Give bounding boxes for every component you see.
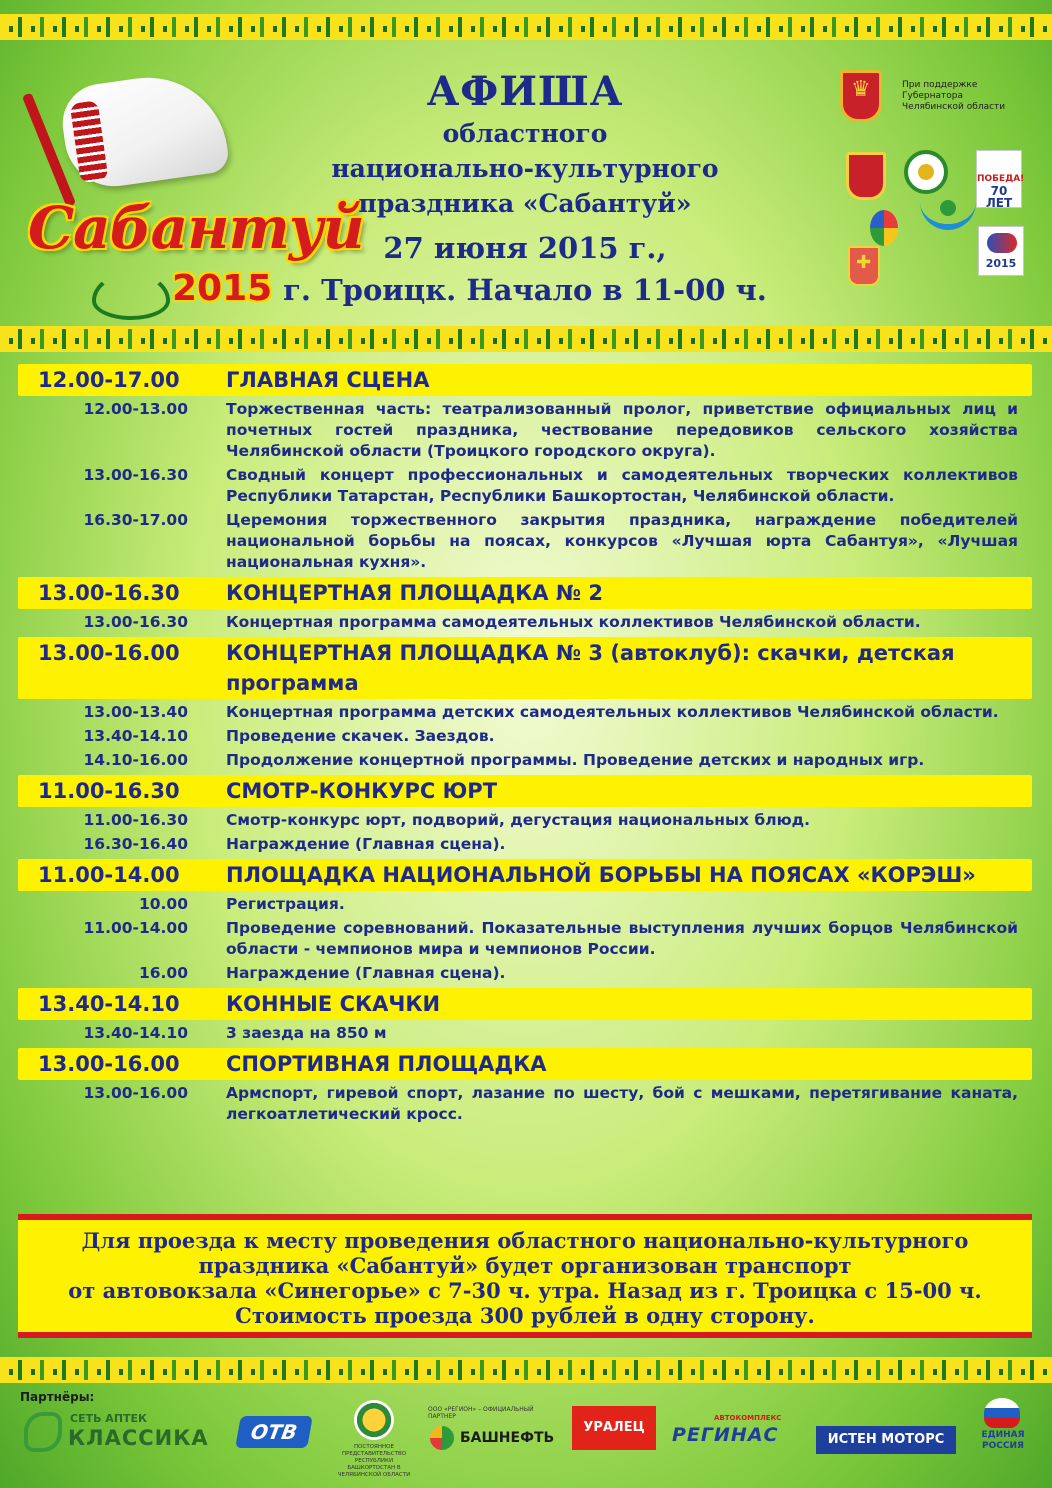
year-2015-badge: 2015 — [978, 226, 1024, 276]
item-time: 12.00-13.00 — [83, 400, 188, 418]
item-description: Продолжение концертной программы. Проведение детских и народных игр. — [226, 751, 925, 769]
region-shield-icon — [846, 152, 886, 200]
section-header — [18, 577, 1032, 609]
troitsk-coat-of-arms-icon — [848, 246, 880, 286]
program-item — [18, 465, 1032, 507]
bashkortostan-caption: ПОСТОЯННОЕ ПРЕДСТАВИТЕЛЬСТВО РЕСПУБЛИКИ БАШКОРТОСТАН В ЧЕЛЯБИНСКОЙ ОБЛАСТИ — [337, 1444, 411, 1478]
poster-title-block — [260, 68, 790, 311]
item-time: 11.00-14.00 — [83, 919, 188, 937]
item-description: Концертная программа детских самодеятельных коллективов Челябинской области. — [226, 703, 999, 721]
section-title: КОННЫЕ СКАЧКИ — [226, 992, 441, 1016]
program-item — [18, 510, 1032, 573]
poster-title: АФИША — [426, 68, 624, 115]
reginas-top-text: АВТОКОМПЛЕКС — [714, 1414, 782, 1422]
item-description: Регистрация. — [226, 895, 345, 913]
program-item — [18, 399, 1032, 462]
bashkortostan-seal-icon — [354, 1400, 394, 1440]
logo-year: 2015 — [172, 268, 273, 309]
logo-leaf-icon — [92, 272, 170, 320]
section-time: 11.00-14.00 — [38, 863, 180, 887]
program-item — [18, 894, 1032, 915]
bashneft-mark-icon — [430, 1426, 454, 1450]
klassika-top-text: СЕТЬ АПТЕК — [70, 1412, 148, 1425]
program-item — [18, 1083, 1032, 1125]
transport-notice — [18, 1214, 1032, 1338]
program-section — [18, 988, 1032, 1044]
partner-isten-motors-logo: ИСТЕН МОТОРС — [816, 1426, 956, 1454]
subtitle-line-1: областного — [442, 119, 608, 148]
item-description: Церемония торжественного закрытия праздника, награждение победителей национальной борьбы на поясах, конкурсов «Лучшая юрта Сабантуя», «Лучшая национальная кухня». — [226, 511, 1018, 571]
item-description: Проведение соревнований. Показательные выступления лучших борцов Челябинской области - чемпионов мира и чемпионов России. — [226, 919, 1018, 958]
logo-cap-icon — [58, 67, 231, 192]
item-time: 16.00 — [138, 964, 188, 982]
item-time: 13.00-16.00 — [83, 1084, 188, 1102]
program-item — [18, 612, 1032, 633]
partner-bashkortostan-logo — [334, 1400, 414, 1480]
item-time: 13.00-13.40 — [83, 703, 188, 721]
section-header — [18, 859, 1032, 891]
kids-emblem-icon — [870, 210, 898, 246]
event-place: г. Троицк. Начало в 11-00 ч. — [283, 273, 767, 307]
section-title: СПОРТИВНАЯ ПЛОЩАДКА — [226, 1052, 547, 1076]
partner-bashneft-logo — [428, 1406, 558, 1466]
item-time: 16.30-17.00 — [83, 511, 188, 529]
partner-otv-logo: ОТВ — [235, 1416, 313, 1448]
bashneft-top-text: ООО «РЕГИОН» – ОФИЦИАЛЬНЫЙ ПАРТНЕР — [428, 1406, 534, 1420]
item-description: Сводный концерт профессиональных и самодеятельных творческих коллективов Республики Татарстан, Республики Башкортостан, Челябинской области. — [226, 466, 1018, 505]
transport-line-3: от автовокзала «Синегорье» с 7-30 ч. утра. Назад из г. Троицка с 15-00 ч. — [68, 1278, 982, 1303]
transport-line-1: Для проезда к месту проведения областного национально-культурного — [81, 1228, 969, 1253]
pobeda-years: 70 ЛЕТ — [985, 184, 1013, 210]
item-description: Награждение (Главная сцена). — [226, 835, 506, 853]
item-time: 13.40-14.10 — [83, 727, 188, 745]
section-time: 13.00-16.30 — [38, 581, 180, 605]
bashneft-name: БАШНЕФТЬ — [460, 1430, 555, 1446]
section-title: ГЛАВНАЯ СЦЕНА — [226, 368, 430, 392]
section-header — [18, 988, 1032, 1020]
partner-united-russia-logo — [968, 1398, 1038, 1460]
program-item — [18, 834, 1032, 855]
klassika-name: КЛАССИКА — [68, 1426, 209, 1450]
event-date: 27 июня 2015 г., — [383, 231, 667, 265]
item-description: 3 заезда на 850 м — [226, 1024, 387, 1042]
bottom-ornament-border — [0, 1357, 1052, 1383]
sponsor-emblems — [840, 70, 1040, 290]
section-title: КОНЦЕРТНАЯ ПЛОЩАДКА № 3 (автоклуб): скачки, детская программа — [226, 641, 955, 695]
item-time: 13.00-16.30 — [83, 613, 188, 631]
section-time: 13.00-16.00 — [38, 1052, 180, 1076]
section-header — [18, 364, 1032, 396]
program-section — [18, 577, 1032, 633]
chelyabinsk-coat-of-arms-icon — [840, 70, 882, 122]
section-time: 13.40-14.10 — [38, 992, 180, 1016]
round-emblem-icon — [904, 150, 948, 194]
item-description: Концертная программа самодеятельных коллективов Челябинской области. — [226, 613, 921, 631]
item-description: Торжественная часть: театрализованный пролог, приветствие официальных лиц и почетных гостей праздника, чествование передовиков сельского хозяйства Челябинской области (Троицкого городского округа). — [226, 400, 1018, 460]
item-time: 16.30-16.40 — [83, 835, 188, 853]
section-title: КОНЦЕРТНАЯ ПЛОЩАДКА № 2 — [226, 581, 604, 605]
program-section — [18, 637, 1032, 771]
partners-label: Партнёры: — [20, 1390, 95, 1404]
section-title: ПЛОЩАДКА НАЦИОНАЛЬНОЙ БОРЬБЫ НА ПОЯСАХ «КОРЭШ» — [226, 863, 976, 887]
section-title: СМОТР-КОНКУРС ЮРТ — [226, 779, 498, 803]
item-time: 13.00-16.30 — [83, 466, 188, 484]
pobeda-text: ПОБЕДА! — [977, 174, 1025, 184]
section-time: 12.00-17.00 — [38, 368, 180, 392]
subtitle-line-3: праздника «Сабантуй» — [358, 189, 692, 218]
item-time: 11.00-16.30 — [83, 811, 188, 829]
event-program — [18, 364, 1032, 1129]
program-section — [18, 364, 1032, 573]
section-header — [18, 637, 1032, 699]
program-section — [18, 1048, 1032, 1125]
support-text: При поддержке Губернатора Челябинской области — [902, 80, 1006, 112]
klassika-leaf-icon — [24, 1412, 62, 1452]
pobeda-70-badge — [976, 150, 1025, 210]
program-item — [18, 726, 1032, 747]
subtitle-line-2: национально-культурного — [331, 154, 719, 183]
transport-line-2: праздника «Сабантуй» будет организован транспорт — [198, 1253, 852, 1278]
program-item — [18, 918, 1032, 960]
item-time: 13.40-14.10 — [83, 1024, 188, 1042]
middle-ornament-border — [0, 326, 1052, 352]
item-time: 14.10-16.00 — [83, 751, 188, 769]
program-section — [18, 859, 1032, 984]
item-description: Проведение скачек. Заездов. — [226, 727, 495, 745]
logo-word: Сабантуй — [28, 194, 364, 262]
section-time: 11.00-16.30 — [38, 779, 180, 803]
item-description: Армспорт, гиревой спорт, лазание по шесту, бой с мешками, перетягивание каната, легкоатлетический кросс. — [226, 1084, 1018, 1123]
partner-uralets-logo: УРАЛЕЦ — [572, 1406, 656, 1450]
item-description: Смотр-конкурс юрт, подворий, дегустация национальных блюд. — [226, 811, 811, 829]
program-item — [18, 810, 1032, 831]
program-item — [18, 1023, 1032, 1044]
section-header — [18, 1048, 1032, 1080]
program-item — [18, 963, 1032, 984]
reginas-name: РЕГИНАС — [672, 1424, 779, 1446]
item-description: Награждение (Главная сцена). — [226, 964, 506, 982]
united-russia-name: ЕДИНАЯ РОССИЯ — [981, 1430, 1025, 1451]
transport-line-4: Стоимость проезда 300 рублей в одну сторону. — [235, 1303, 815, 1328]
item-time: 10.00 — [138, 895, 188, 913]
kurultai-emblem-icon — [920, 196, 976, 230]
program-item — [18, 702, 1032, 723]
section-header — [18, 775, 1032, 807]
top-ornament-border — [0, 14, 1052, 40]
section-time: 13.00-16.00 — [38, 641, 180, 665]
program-section — [18, 775, 1032, 855]
partner-reginas-logo — [668, 1410, 798, 1454]
united-russia-bear-icon — [984, 1398, 1020, 1428]
partner-klassika-logo — [22, 1408, 218, 1458]
program-item — [18, 750, 1032, 771]
